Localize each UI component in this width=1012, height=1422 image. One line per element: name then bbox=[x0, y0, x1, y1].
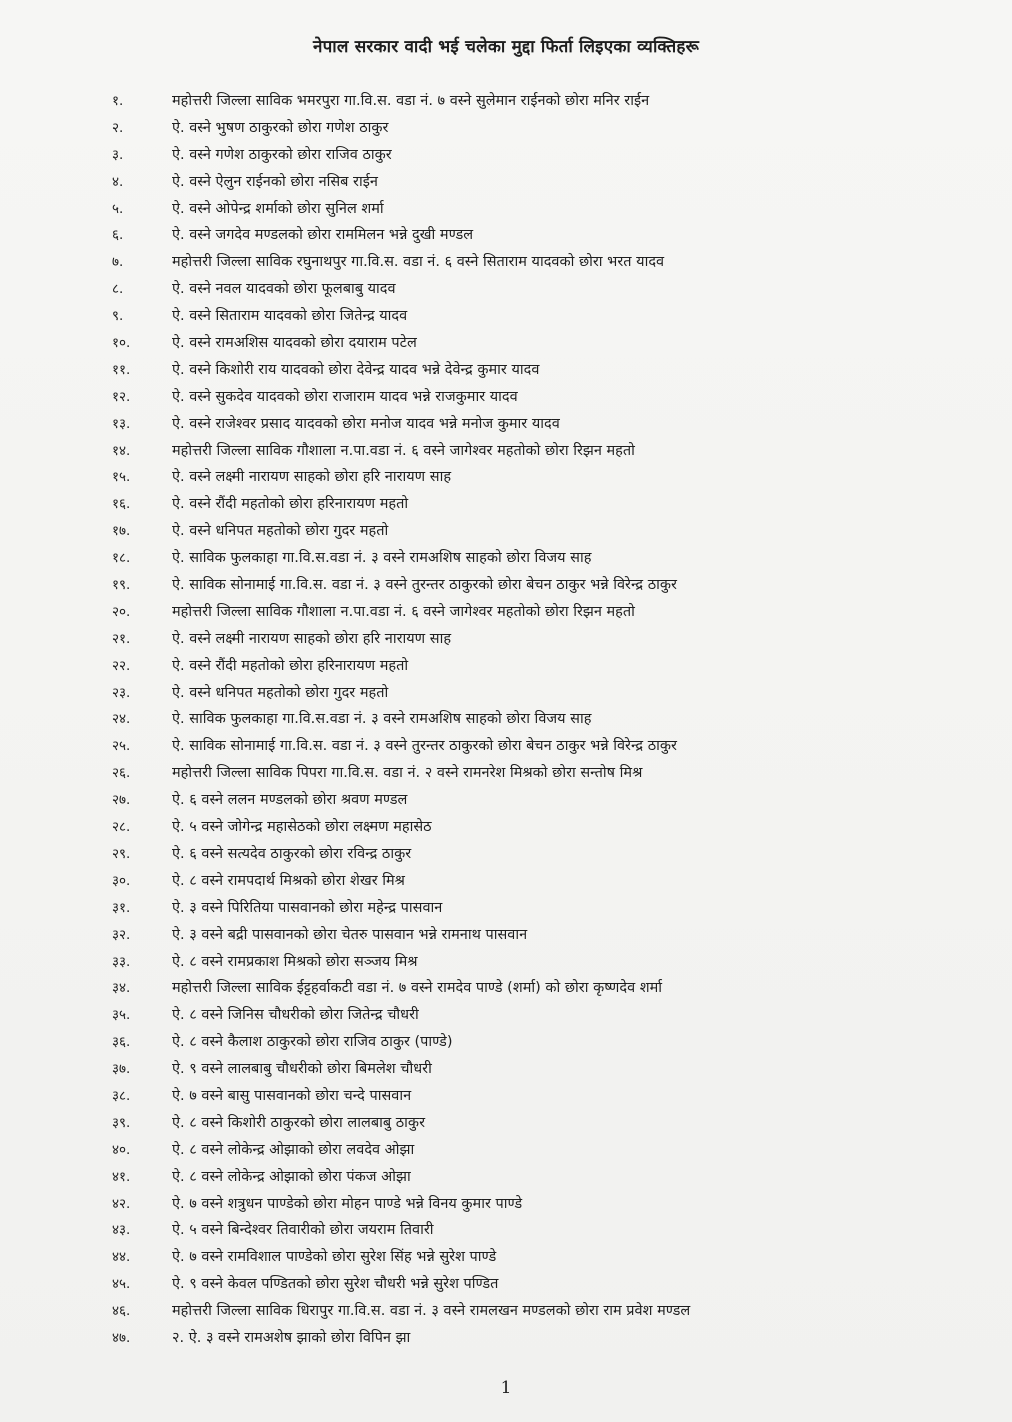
entry-number: १६. bbox=[112, 496, 131, 513]
entry-text: ऐ. ८ वस्ने रामप्रकाश मिश्रको छोरा सञ्जय मिश्र bbox=[172, 953, 418, 970]
entry-number: ८. bbox=[112, 281, 124, 298]
entry-number: १२. bbox=[112, 388, 131, 405]
list-item bbox=[0, 142, 1012, 169]
entry-text: ऐ. ८ वस्ने कैलाश ठाकुरको छोरा राजिव ठाकुर (पाण्डे) bbox=[172, 1034, 453, 1051]
entry-text: ऐ. ८ वस्ने किशोरी ठाकुरको छोरा लालबाबु ठाकुर bbox=[172, 1114, 425, 1131]
entry-text: ऐ. ३ वस्ने बद्री पासवानको छोरा चेतरु पासवान भन्ने रामनाथ पासवान bbox=[172, 926, 528, 943]
entry-text: ऐ. ६ वस्ने ललन मण्डलको छोरा श्रवण मण्डल bbox=[172, 792, 408, 809]
entry-number: ३३. bbox=[112, 953, 131, 970]
entry-text: ऐ. वस्ने धनिपत महतोको छोरा गुदर महतो bbox=[172, 684, 389, 701]
entry-text: ऐ. ७ वस्ने शत्रुधन पाण्डेको छोरा मोहन पाण्डे भन्ने विनय कुमार पाण्डे bbox=[172, 1195, 523, 1212]
list-item bbox=[0, 169, 1012, 196]
entry-number: १. bbox=[112, 93, 124, 109]
list-item bbox=[0, 1244, 1012, 1271]
list-item bbox=[0, 303, 1012, 330]
entry-text: ऐ. वस्ने ओपेन्द्र शर्माको छोरा सुनिल शर्मा bbox=[172, 200, 384, 217]
list-item bbox=[0, 599, 1012, 626]
list-item bbox=[0, 922, 1012, 949]
entry-text: ऐ. ९ वस्ने लालबाबु चौधरीको छोरा बिमलेश चौधरी bbox=[172, 1061, 432, 1078]
entry-text: महोत्तरी जिल्ला साविक भमरपुरा गा.वि.स. वडा नं. ७ वस्ने सुलेमान राईनको छोरा मनिर राईन bbox=[172, 93, 650, 109]
entry-number: २८. bbox=[112, 819, 131, 836]
entry-text: ऐ. ८ वस्ने लोकेन्द्र ओझाको छोरा पंकज ओझा bbox=[172, 1168, 411, 1185]
list-item bbox=[0, 975, 1012, 1002]
page-title: नेपाल सरकार वादी भई चलेका मुद्दा फिर्ता लिइएका व्यक्तिहरू bbox=[312, 37, 700, 57]
entry-number: ३८. bbox=[112, 1087, 131, 1104]
entry-number: ३६. bbox=[112, 1034, 131, 1051]
entry-text: महोत्तरी जिल्ला साविक गौशाला न.पा.वडा नं. ६ वस्ने जागेश्वर महतोको छोरा रिझन महतो bbox=[172, 603, 635, 620]
list-item bbox=[0, 841, 1012, 868]
list-item bbox=[0, 1271, 1012, 1298]
entry-number: ४. bbox=[112, 173, 124, 190]
entry-number: ३२. bbox=[112, 926, 131, 943]
list-item bbox=[0, 1217, 1012, 1244]
list-item bbox=[0, 1325, 1012, 1352]
list-item bbox=[0, 760, 1012, 787]
entry-number: १८. bbox=[112, 550, 131, 567]
list-item bbox=[0, 626, 1012, 653]
list-item bbox=[0, 1298, 1012, 1325]
entry-number: ४७. bbox=[112, 1329, 131, 1346]
entry-text: ऐ. साविक सोनामाई गा.वि.स. वडा नं. ३ वस्ने तुरन्तर ठाकुरको छोरा बेचन ठाकुर भन्ने विरेन्द्र ठाकुर bbox=[172, 577, 677, 594]
entry-text: ऐ. ७ वस्ने बासु पासवानको छोरा चन्दे पासवान bbox=[172, 1087, 412, 1104]
entry-text: ऐ. वस्ने लक्ष्मी नारायण साहको छोरा हरि नारायण साह bbox=[172, 469, 452, 486]
entry-number: १४. bbox=[112, 442, 131, 459]
entry-number: १३. bbox=[112, 415, 131, 432]
entry-number: ४३. bbox=[112, 1222, 131, 1239]
list-item bbox=[0, 464, 1012, 491]
entry-text: २. ऐ. ३ वस्ने रामअशेष झाको छोरा विपिन झा bbox=[172, 1329, 411, 1346]
entry-number: ४२. bbox=[112, 1195, 131, 1212]
list-item bbox=[0, 733, 1012, 760]
list-item bbox=[0, 222, 1012, 249]
list-item bbox=[0, 491, 1012, 518]
list-item bbox=[0, 1191, 1012, 1218]
entry-text: ऐ. ३ वस्ने पिरितिया पासवानको छोरा महेन्द्र पासवान bbox=[172, 899, 443, 916]
list-item bbox=[0, 895, 1012, 922]
list-item bbox=[0, 1110, 1012, 1137]
entry-text: ऐ. वस्ने राजेश्वर प्रसाद यादवको छोरा मनोज यादव भन्ने मनोज कुमार यादव bbox=[172, 415, 560, 432]
list-item bbox=[0, 545, 1012, 572]
entry-number: १७. bbox=[112, 523, 131, 540]
entry-number: २९. bbox=[112, 845, 131, 862]
list-item bbox=[0, 1029, 1012, 1056]
entry-text: ऐ. साविक सोनामाई गा.वि.स. वडा नं. ३ वस्ने तुरन्तर ठाकुरको छोरा बेचन ठाकुर भन्ने विरेन्द्र ठाकुर bbox=[172, 738, 677, 755]
entry-text: ऐ. ७ वस्ने रामविशाल पाण्डेको छोरा सुरेश सिंह भन्ने सुरेश पाण्डे bbox=[172, 1249, 497, 1266]
entry-text: महोत्तरी जिल्ला साविक रघुनाथपुर गा.वि.स. वडा नं. ६ वस्ने सिताराम यादवको छोरा भरत यादव bbox=[172, 254, 665, 271]
entry-text: ऐ. ८ वस्ने लोकेन्द्र ओझाको छोरा लवदेव ओझा bbox=[172, 1141, 415, 1158]
entry-number: २. bbox=[112, 119, 124, 136]
entry-list bbox=[0, 88, 1012, 1352]
entry-text: ऐ. वस्ने किशोरी राय यादवको छोरा देवेन्द्र यादव भन्ने देवेन्द्र कुमार यादव bbox=[172, 361, 540, 378]
list-item bbox=[0, 1002, 1012, 1029]
entry-text: ऐ. वस्ने सिताराम यादवको छोरा जितेन्द्र यादव bbox=[172, 308, 408, 325]
entry-number: ११. bbox=[112, 361, 131, 378]
list-item bbox=[0, 1137, 1012, 1164]
entry-number: १०. bbox=[112, 335, 131, 352]
entry-number: २०. bbox=[112, 603, 131, 620]
entry-text: महोत्तरी जिल्ला साविक धिरापुर गा.वि.स. वडा नं. ३ वस्ने रामलखन मण्डलको छोरा राम प्रवेश मण्डल bbox=[172, 1303, 691, 1320]
entry-text: ऐ. वस्ने भुषण ठाकुरको छोरा गणेश ठाकुर bbox=[172, 119, 389, 136]
list-item bbox=[0, 411, 1012, 438]
list-item bbox=[0, 787, 1012, 814]
entry-number: ३०. bbox=[112, 872, 131, 889]
entry-text: ऐ. वस्ने गणेश ठाकुरको छोरा राजिव ठाकुर bbox=[172, 146, 392, 163]
entry-number: २३. bbox=[112, 684, 131, 701]
entry-number: २२. bbox=[112, 657, 131, 674]
entry-text: ऐ. ६ वस्ने सत्यदेव ठाकुरको छोरा रविन्द्र ठाकुर bbox=[172, 845, 412, 862]
entry-number: ३७. bbox=[112, 1061, 131, 1078]
list-item bbox=[0, 384, 1012, 411]
list-item bbox=[0, 868, 1012, 895]
entry-text: ऐ. ८ वस्ने रामपदार्थ मिश्रको छोरा शेखर मिश्र bbox=[172, 872, 405, 889]
entry-number: २१. bbox=[112, 630, 131, 647]
entry-number: ४४. bbox=[112, 1249, 131, 1266]
entry-number: ६. bbox=[112, 227, 124, 244]
list-item bbox=[0, 1164, 1012, 1191]
entry-number: १९. bbox=[112, 577, 131, 594]
list-item bbox=[0, 249, 1012, 276]
entry-text: ऐ. वस्ने रौंदी महतोको छोरा हरिनारायण महतो bbox=[172, 657, 409, 674]
entry-number: ४५. bbox=[112, 1276, 131, 1293]
list-item bbox=[0, 518, 1012, 545]
entry-number: २६. bbox=[112, 765, 131, 782]
entry-text: ऐ. साविक फुलकाहा गा.वि.स.वडा नं. ३ वस्ने रामअशिष साहको छोरा विजय साह bbox=[172, 711, 592, 728]
list-item bbox=[0, 572, 1012, 599]
list-item bbox=[0, 276, 1012, 303]
entry-text: ऐ. वस्ने लक्ष्मी नारायण साहको छोरा हरि नारायण साह bbox=[172, 630, 452, 647]
list-item bbox=[0, 357, 1012, 384]
entry-text: महोत्तरी जिल्ला साविक ईट्टहर्वाकटी वडा नं. ७ वस्ने रामदेव पाण्डे (शर्मा) को छोरा कृष्णदेव शर्मा bbox=[172, 980, 663, 997]
list-item bbox=[0, 949, 1012, 976]
entry-text: महोत्तरी जिल्ला साविक पिपरा गा.वि.स. वडा नं. २ वस्ने रामनरेश मिश्रको छोरा सन्तोष मिश्र bbox=[172, 765, 643, 782]
list-item bbox=[0, 706, 1012, 733]
entry-text: ऐ. वस्ने ऐलुन राईनको छोरा नसिब राईन bbox=[172, 173, 378, 190]
entry-number: ३९. bbox=[112, 1114, 131, 1131]
list-item bbox=[0, 814, 1012, 841]
list-item bbox=[0, 1083, 1012, 1110]
list-item bbox=[0, 88, 1012, 115]
list-item bbox=[0, 438, 1012, 465]
entry-number: ३५. bbox=[112, 1007, 131, 1024]
entry-number: ४१. bbox=[112, 1168, 131, 1185]
list-item bbox=[0, 115, 1012, 142]
page-number: 1 bbox=[500, 1378, 512, 1398]
entry-number: ४०. bbox=[112, 1141, 131, 1158]
entry-number: ९. bbox=[112, 308, 124, 325]
list-item bbox=[0, 1056, 1012, 1083]
entry-number: ३१. bbox=[112, 899, 131, 916]
entry-text: ऐ. ९ वस्ने केवल पण्डितको छोरा सुरेश चौधरी भन्ने सुरेश पण्डित bbox=[172, 1276, 499, 1293]
list-item bbox=[0, 680, 1012, 707]
entry-number: १५. bbox=[112, 469, 131, 486]
entry-number: २७. bbox=[112, 792, 131, 809]
entry-text: ऐ. साविक फुलकाहा गा.वि.स.वडा नं. ३ वस्ने रामअशिष साहको छोरा विजय साह bbox=[172, 550, 592, 567]
entry-text: ऐ. ५ वस्ने जोगेन्द्र महासेठको छोरा लक्ष्मण महासेठ bbox=[172, 819, 432, 836]
entry-text: महोत्तरी जिल्ला साविक गौशाला न.पा.वडा नं. ६ वस्ने जागेश्वर महतोको छोरा रिझन महतो bbox=[172, 442, 635, 459]
entry-text: ऐ. वस्ने धनिपत महतोको छोरा गुदर महतो bbox=[172, 523, 389, 540]
list-item bbox=[0, 196, 1012, 223]
entry-number: ३. bbox=[112, 146, 124, 163]
entry-text: ऐ. वस्ने रामअशिस यादवको छोरा दयाराम पटेल bbox=[172, 335, 417, 352]
list-item bbox=[0, 653, 1012, 680]
entry-number: ४६. bbox=[112, 1303, 131, 1320]
entry-text: ऐ. वस्ने जगदेव मण्डलको छोरा राममिलन भन्ने दुखी मण्डल bbox=[172, 227, 474, 244]
entry-number: ७. bbox=[112, 254, 124, 271]
entry-text: ऐ. ८ वस्ने जिनिस चौधरीको छोरा जितेन्द्र चौधरी bbox=[172, 1007, 419, 1024]
entry-number: २४. bbox=[112, 711, 131, 728]
entry-text: ऐ. वस्ने रौंदी महतोको छोरा हरिनारायण महतो bbox=[172, 496, 409, 513]
list-item bbox=[0, 330, 1012, 357]
entry-text: ऐ. वस्ने सुकदेव यादवको छोरा राजाराम यादव भन्ने राजकुमार यादव bbox=[172, 388, 518, 405]
entry-number: ५. bbox=[112, 200, 124, 217]
entry-number: ३४. bbox=[112, 980, 131, 997]
entry-number: २५. bbox=[112, 738, 131, 755]
entry-text: ऐ. वस्ने नवल यादवको छोरा फूलबाबु यादव bbox=[172, 281, 396, 298]
entry-text: ऐ. ५ वस्ने बिन्देश्वर तिवारीको छोरा जयराम तिवारी bbox=[172, 1222, 434, 1239]
